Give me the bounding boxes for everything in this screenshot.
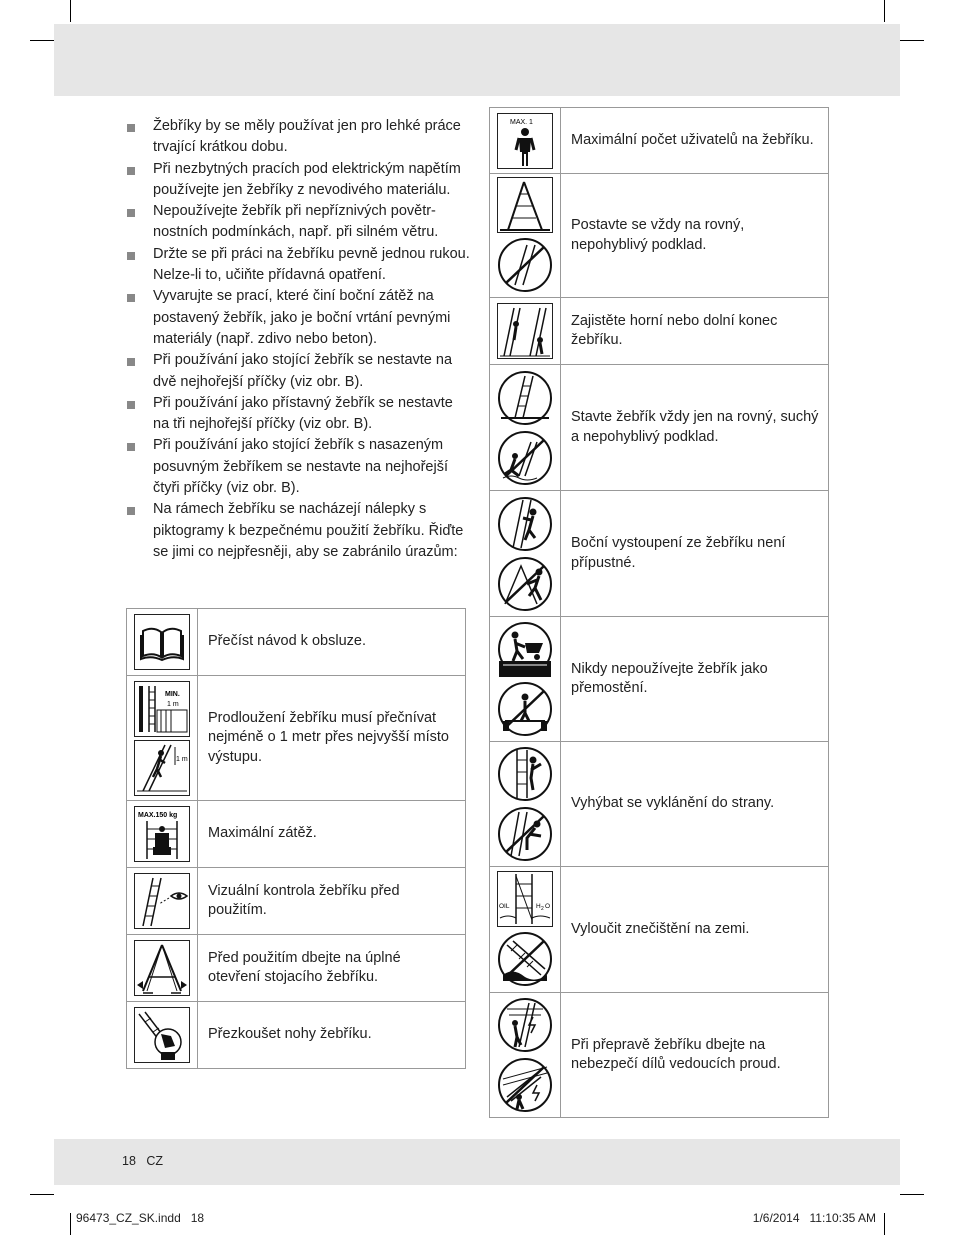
pictogram-row (127, 868, 466, 935)
pictogram-text: Vyloučit znečištění na zemi. (561, 867, 829, 993)
pictogram-row (490, 867, 829, 993)
ladder-on-level-ground-icon (497, 370, 553, 426)
pictogram-row (127, 676, 466, 801)
crop-mark (30, 1194, 54, 1195)
person-with-wheelbarrow-icon (497, 621, 553, 677)
h2o-label-h: H (536, 903, 541, 910)
check-ladder-feet-icon (134, 1007, 190, 1063)
bullet-item: Nepoužívejte žebřík při nepříznivých povětr-nostních podmínkách, např. při silném větru. (127, 201, 472, 244)
no-leaning-sideways-icon (497, 806, 553, 862)
ladder-near-power-icon (497, 997, 553, 1053)
manual-book-icon (134, 614, 190, 670)
page-number-value: 18 (122, 1154, 136, 1168)
max-one-label: MAX. 1 (510, 118, 533, 126)
ladder-min-1m-icon (134, 681, 190, 737)
h2o-label-2: 2 (541, 906, 544, 912)
min-label: MIN. (165, 690, 180, 698)
max-load-label: MAX.150 kg (138, 812, 178, 819)
bullet-item: Vyvarujte se prací, které činí boční zátěž na postavený žebřík, jako je boční vrtání pevnými materiály (např. zdivo nebo beton). (127, 286, 472, 350)
pictogram-text: Vyhýbat se vyklánění do strany. (561, 742, 829, 867)
pictogram-text: Přezkoušet nohy žebříku. (198, 1002, 466, 1069)
pictogram-text: Přečíst návod k obsluze. (198, 609, 466, 676)
pictogram-text: Před použitím dbejte na úplné otevření stojacího žebříku. (198, 935, 466, 1002)
climber-1m-icon (134, 740, 190, 796)
language-code: CZ (146, 1154, 163, 1168)
pictogram-row (490, 365, 829, 491)
bullet-item: Při používání jako stojící žebřík se nestavte na dvě nejhořejší příčky (viz obr. B). (127, 350, 472, 393)
pictogram-table-left (126, 608, 466, 1069)
safety-bullet-list (127, 116, 472, 563)
visual-inspection-icon (134, 873, 190, 929)
oil-water-ground-icon (497, 871, 553, 927)
pictogram-text: Boční vystoupení ze žebříku není přípustné. (561, 491, 829, 617)
pictogram-row (490, 617, 829, 742)
pictogram-row (490, 108, 829, 174)
electric-hazard-transport-icon (497, 1057, 553, 1113)
footer-band (54, 1139, 900, 1185)
pictogram-row (127, 801, 466, 868)
one-meter-label: 1 m (167, 700, 179, 708)
h2o-label-o: O (545, 903, 551, 910)
max-one-user-icon (497, 113, 553, 169)
fully-open-stepladder-icon (134, 940, 190, 996)
crop-mark (30, 40, 54, 41)
pictogram-table-right (489, 107, 829, 1118)
bullet-item: Při používání jako přístavný žebřík se nestavte na tři nejhořejší příčky (viz obr. B). (127, 393, 472, 436)
pictogram-text: Při přepravě žebříku dbejte na nebezpečí dílů vedoucích proud. (561, 993, 829, 1118)
crop-mark (900, 40, 924, 41)
pictogram-row (490, 993, 829, 1118)
no-bridge-use-icon (497, 681, 553, 737)
bullet-item: Žebříky by se měly používat jen pro lehké práce trvající krátkou dobu. (127, 116, 472, 159)
pictogram-row (490, 298, 829, 365)
pictogram-text: Maximální počet uživatelů na žebříku. (561, 108, 829, 174)
climber-on-ladder-icon (497, 496, 553, 552)
pictogram-text: Vizuální kontrola žebříku před použitím. (198, 868, 466, 935)
crop-mark (70, 1213, 71, 1235)
max-load-150kg-icon (134, 806, 190, 862)
pictogram-text: Nikdy nepoužívejte žebřík jako přemostění. (561, 617, 829, 742)
bullet-item: Držte se při práci na žebříku pevně jednou rukou. Nelze-li to, učiňte přídavná opatření. (127, 244, 472, 287)
pictogram-text: Maximální zátěž. (198, 801, 466, 868)
timestamp: 1/6/2014 11:10:35 AM (752, 1211, 876, 1225)
header-band (54, 24, 900, 96)
crop-mark (884, 0, 885, 22)
no-slippery-ground-icon (497, 430, 553, 486)
stepladder-level-icon (497, 177, 553, 233)
pictogram-text: Postavte se vždy na rovný, nepohyblivý podklad. (561, 174, 829, 298)
upright-climber-icon (497, 746, 553, 802)
pictogram-row (127, 935, 466, 1002)
pictogram-row (490, 174, 829, 298)
crop-mark (900, 1194, 924, 1195)
page-number (122, 1154, 163, 1168)
pictogram-text: Prodloužení žebříku musí přečnívat nejméně o 1 metr přes nejvyšší místo výstupu. (198, 676, 466, 801)
pictogram-row (127, 1002, 466, 1069)
file-info: 96473_CZ_SK.indd 18 (76, 1211, 205, 1225)
crop-mark (70, 0, 71, 22)
pictogram-row (490, 491, 829, 617)
oil-label: OIL (499, 903, 510, 910)
pictogram-text: Zajistěte horní nebo dolní konec žebříku. (561, 298, 829, 365)
no-contaminated-ground-icon (497, 931, 553, 987)
no-uneven-ground-icon (497, 237, 553, 293)
bullet-item: Na rámech žebříku se nacházejí nálepky s piktogramy k bezpečnému použití žebříku. Řiďte se jimi co nejpřesněji, aby se zabránilo úrazům: (127, 499, 472, 563)
pictogram-row (127, 609, 466, 676)
crop-mark (884, 1213, 885, 1235)
bullet-item: Při nezbytných pracích pod elektrickým napětím používejte jen žebříky z nevodivého materiálu. (127, 159, 472, 202)
pictogram-row (490, 742, 829, 867)
pictogram-text: Stavte žebřík vždy jen na rovný, suchý a nepohyblivý podklad. (561, 365, 829, 491)
secure-ladder-ends-icon (497, 303, 553, 359)
one-meter-label: 1 m (176, 755, 188, 763)
no-side-step-off-icon (497, 556, 553, 612)
bullet-item: Při používání jako stojící žebřík s nasazeným posuvným žebříkem se nestavte na nejhořejší čtyři příčky (viz obr. B). (127, 435, 472, 499)
